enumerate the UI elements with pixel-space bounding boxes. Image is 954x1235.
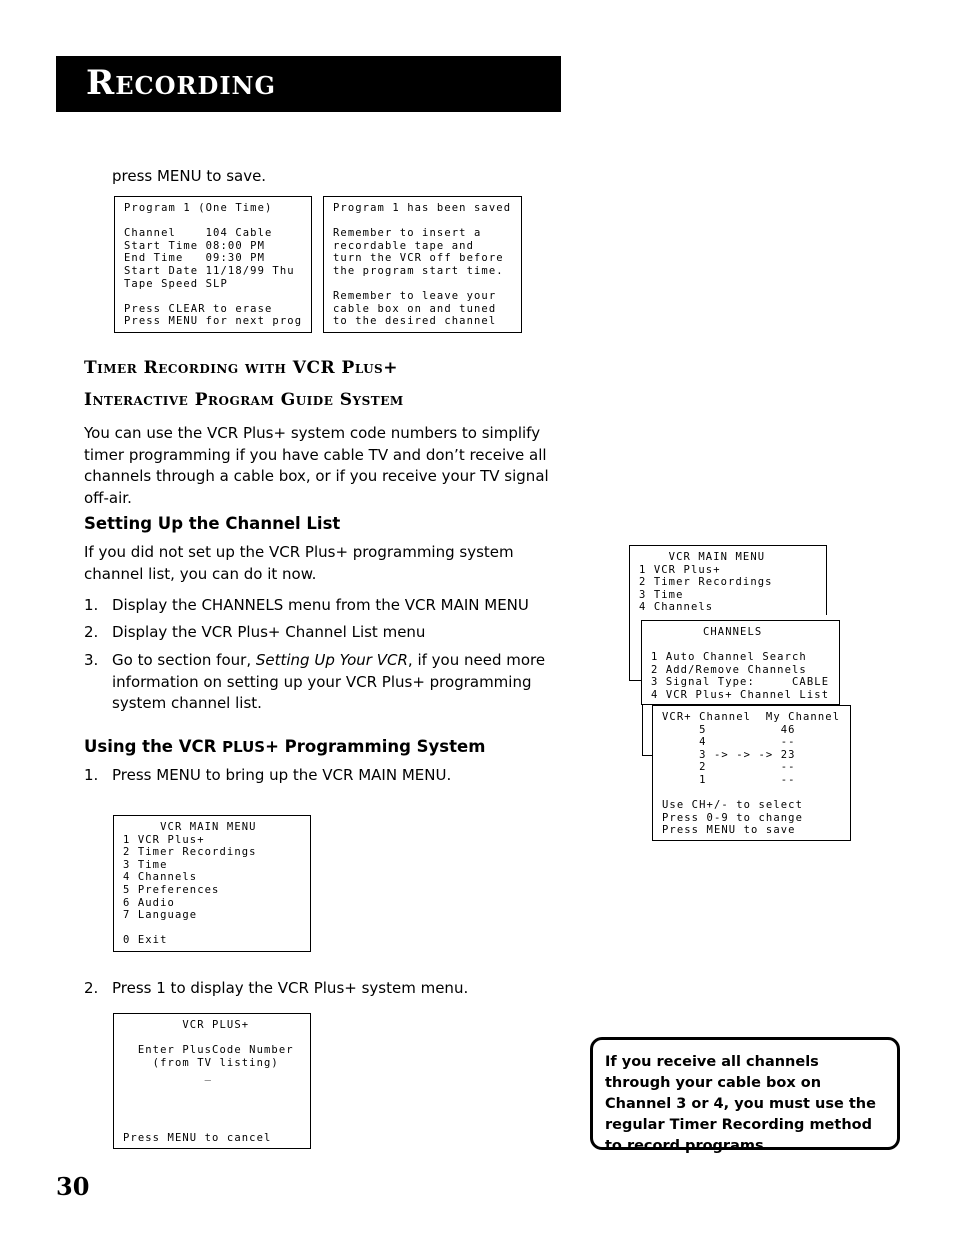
- chapter-title: Recording: [86, 63, 276, 103]
- page-number: 30: [56, 1172, 90, 1201]
- channels-menu-screen: CHANNELS 1 Auto Channel Search 2 Add/Remove Channels 3 Signal Type: CABLE 4 VCR Plus+ Channel List: [641, 620, 840, 705]
- program-one-screen: Program 1 (One Time) Channel 104 Cable Start Time 08:00 PM End Time 09:30 PM Start Date 11/18/99 Thu Tape Speed SLP Press CLEAR to erase Press MENU for next prog: [114, 196, 312, 333]
- channel-list-paragraph: If you did not set up the VCR Plus+ programming system channel list, you can do it now.: [84, 543, 514, 583]
- section-heading-line2: Interactive Program Guide System: [84, 390, 404, 410]
- channel-list-heading: Setting Up the Channel List: [84, 514, 341, 533]
- list-item: 3. Go to section four, Setting Up Your VCR, if you need more information on setting up your VCR Plus+ programming system channel list.: [84, 650, 564, 716]
- program-saved-screen: Program 1 has been saved Remember to insert a recordable tape and turn the VCR off before the program start time. Remember to leave your cable box on and tuned to the desired channel: [323, 196, 522, 333]
- note-box: If you receive all channels through your cable box on Channel 3 or 4, you must use the regular Timer Recording method to record programs.: [590, 1037, 900, 1150]
- intro-text: press MENU to save.: [112, 167, 267, 185]
- list-item: 1. Press MENU to bring up the VCR MAIN MENU.: [84, 766, 452, 784]
- list-item: 1. Display the CHANNELS menu from the VCR MAIN MENU: [84, 596, 529, 614]
- using-vcr-plus-heading: Using the VCR PLUS+ Programming System: [84, 737, 486, 756]
- section-paragraph: You can use the VCR Plus+ system code numbers to simplify timer programming if you have cable TV and don’t receive all channels through a cable box, or if you receive your TV signal off-air.: [84, 424, 549, 507]
- chapter-banner: [56, 56, 561, 112]
- vcr-main-menu-screen: VCR MAIN MENU 1 VCR Plus+ 2 Timer Recordings 3 Time 4 Channels 5 Preferences 6 Audio 7 Language 0 Exit: [113, 815, 311, 952]
- channel-list-screen: VCR+ Channel My Channel 5 46 4 -- 3 -> -> -> 23 2 -- 1 -- Use CH+/- to select Press 0-9 to change Press MENU to save: [652, 705, 851, 841]
- vcr-main-menu-small-screen: VCR MAIN MENU 1 VCR Plus+ 2 Timer Recordings 3 Time 4 Channels: [629, 545, 827, 615]
- list-item: 2. Display the VCR Plus+ Channel List menu: [84, 623, 426, 641]
- cascade-connector: [642, 755, 652, 756]
- cascade-connector: [642, 705, 643, 755]
- list-item-text: Go to section four, Setting Up Your VCR, if you need more information on setting up your VCR Plus+ programming system channel list.: [112, 651, 546, 712]
- section-heading-line1: Timer Recording with VCR Plus+: [84, 358, 398, 378]
- vcr-plus-screen: VCR PLUS+ Enter PlusCode Number (from TV listing) _ Press MENU to cancel: [113, 1013, 311, 1149]
- cascade-connector: [629, 612, 630, 680]
- list-item: 2. Press 1 to display the VCR Plus+ system menu.: [84, 979, 469, 997]
- cascade-connector: [629, 680, 641, 681]
